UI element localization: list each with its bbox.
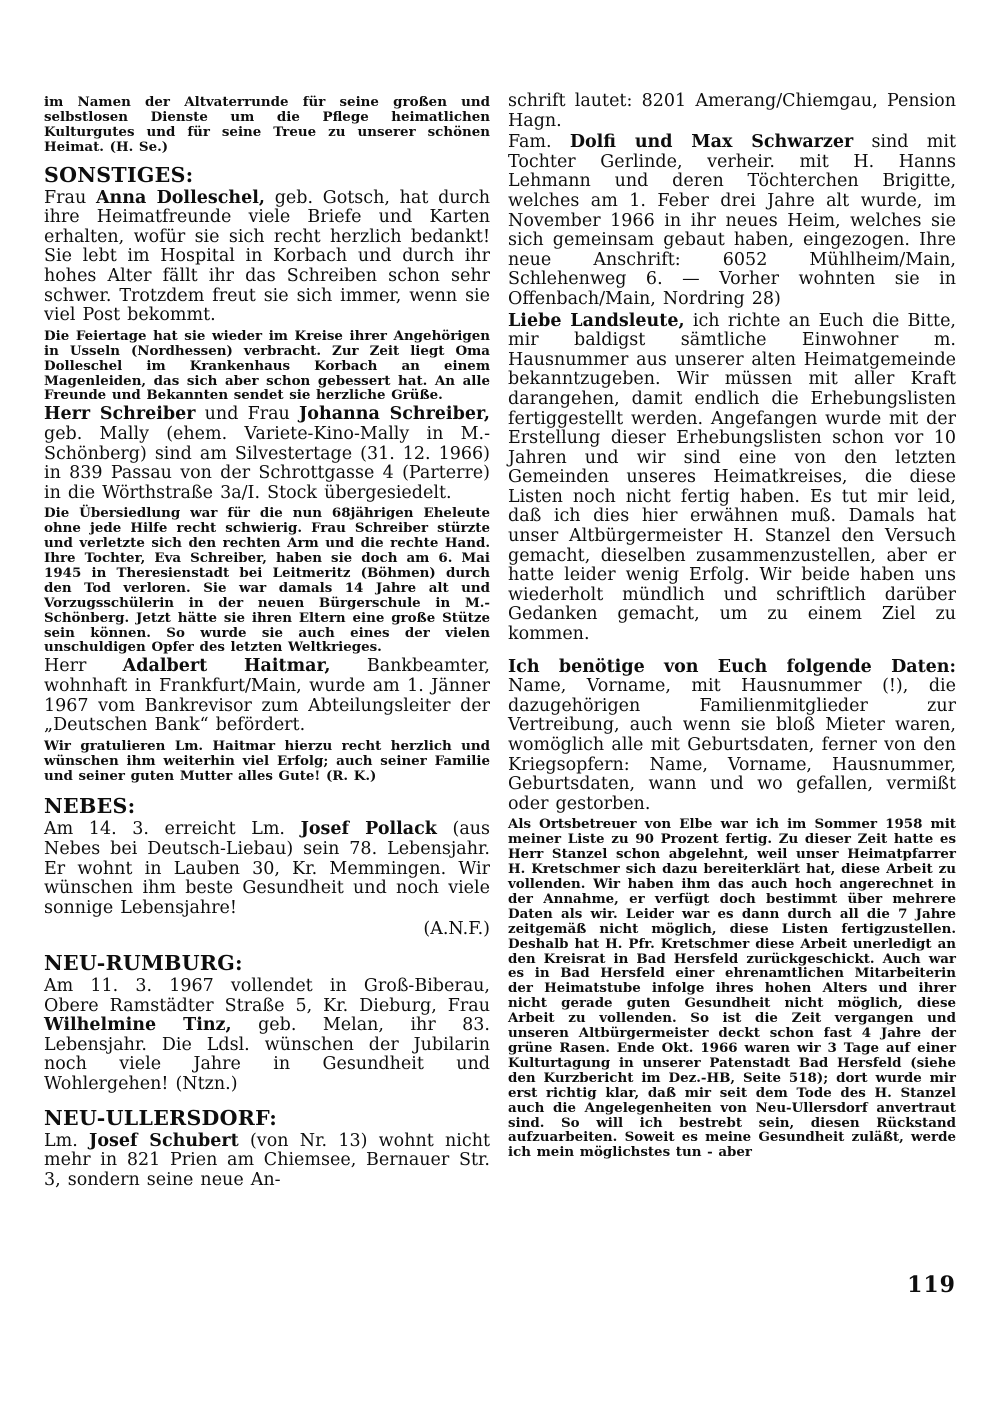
para-text: Herr [44, 656, 123, 677]
person-name: Herr Schreiber [44, 404, 196, 425]
person-name: Josef Schubert [89, 1130, 239, 1151]
para-daten-body [508, 677, 956, 814]
para-dolleschel-note [44, 329, 490, 404]
para-text: Name, Vorname, mit Hausnummer (!), die dazugehörigen Familienmitglieder zur Vertreibung, auch wenn sie bloß Mieter waren, womöglich alle mit Geburtsdaten, ferner von den Kriegsopfern: Name, Vorname, Hausnummer, Geburtsdaten, wann und wo gefallen, vermißt oder gestorben. [508, 676, 956, 814]
para-tinz [44, 977, 490, 1095]
para-text: Wir gratulieren Lm. Haitmar hierzu recht herzlich und wünschen ihm weiterhin viel Erfolg; auch seiner Familie und seiner guten Mutter alles Gute! (R. K.) [44, 737, 490, 784]
para-schreiber-note [44, 506, 490, 655]
para-text: Am 14. 3. erreicht Lm. [44, 819, 301, 840]
para-pollack [44, 820, 490, 918]
para-schubert [44, 1132, 490, 1191]
para-text: ich richte an Euch die Bitte, mir baldigst sämtliche Einwohner m. Hausnummer aus unserer alten Heimatgemeinde bekanntzugeben. Wir müssen mit aller Kraft darangehen, damit endlich die Erhebungslisten fertiggestellt werden. Angefangen wurde mit der Erstellung dieser Erhebungslisten schon vor 10 Jahren und wir sind eine von den letzten Gemeinden unseres Heimatkreises, die diese Listen noch nicht fertig haben. Es tut mir leid, daß ich dies hier erwähnen muß. Damals hat unser Altbürgermeister H. Stanzel den Versuch gemacht, dieselben zusammenzustellen, aber er hatte leider wenig Erfolg. Wir beide haben uns wiederholt mündlich und schriftlich darüber Gedanken gemacht, um zu einem Ziel zu kommen. [508, 310, 956, 645]
para-altvaterrunde-continuation [44, 95, 490, 155]
para-schreiber [44, 405, 490, 503]
para-text: sind mit Tochter Gerlinde, verheir. mit H. Hanns Lehmann und deren Töchterchen Brigitte, welches am 1. Feber drei Jahre alt wurde, im November 1966 in ihr neues Heim, welches sie sich gemeinsam gebaut haben, eingezogen. Ihre neue Anschrift: 6052 Mühlheim/Main, Schlehenweg 6. — Vorher wohnten sie in Offenbach/Main, Nordring 28) [508, 132, 956, 309]
lead-ich-benoetige: Ich benötige von Euch folgende Daten: [508, 656, 956, 677]
person-name: Dolfi und Max Schwarzer [569, 132, 854, 153]
para-text: (aus Nebes bei Deutsch-Liebau) sein 78. Lebensjahr. Er wohnt in Lauben 30, Kr. Memmingen. Wir wünschen ihm beste Gesundheit und noch viele sonnige Lebensjahre! [44, 819, 491, 918]
heading-neu-ullersdorf: NEU-ULLERSDORF: [44, 1105, 278, 1130]
para-text: geb. Melan, ihr 83. Lebensjahr. Die Ldsl. wünschen der Jubilarin noch viele Jahre in Gesundheit und Wohlergehen! (Ntzn.) [44, 1015, 490, 1094]
para-text: und Frau [195, 404, 300, 425]
para-text: Die Feiertage hat sie wieder im Kreise ihrer Angehörigen in Usseln (Nordhessen) verbracht. Zur Zeit liegt Oma Dolleschel im Krankenhaus Korbach an einem Magenleiden, das sich aber schon gebessert hat. An alle Freunde und Bekannten sendet sie herzliche Grüße. [44, 327, 490, 404]
para-text: schrift lautet: 8201 Amerang/Chiemgau, Pension Hagn. [508, 91, 956, 131]
para-text: Die Übersiedlung war für die nun 68jährigen Eheleute ohne jede Hilfe recht schwierig. Frau Schreiber stürzte und verletzte sich den rechten Arm und die rechte Hand. Ihre Tochter, Eva Schreiber, haben sie doch am 6. Mai 1945 in Theresienstadt bei Leitmeritz (Böhmen) durch den Tod verloren. Sie war damals 14 Jahre alt und Vorzugsschülerin in der neuen Bürgerschule in M.-Schönberg. Jetzt hätte sie ihren Eltern eine große Stütze sein können. So wurde sie auch eines der vielen unschuldigen Opfer des letzten Weltkrieges. [44, 505, 490, 656]
para-haitmar [44, 657, 490, 735]
person-name: Anna Dolleschel, [95, 187, 265, 208]
para-text: Frau [44, 187, 96, 208]
para-text: Fam. [508, 132, 570, 153]
para-liebe-landsleute [508, 312, 956, 645]
lead-in: Liebe Landsleute, [508, 310, 685, 331]
para-schubert-continuation [508, 92, 956, 131]
para-ortsbetreuer-note [508, 817, 956, 1160]
para-text: Am 11. 3. 1967 vollendet in Groß-Biberau, Obere Ramstädter Straße 5, Kr. Dieburg, Frau [44, 976, 490, 1016]
para-text: Als Ortsbetreuer von Elbe war ich im Sommer 1958 mit meiner Liste zu 90 Prozent fertig. Zu dieser Zeit hatte es Herr Stanzel schon abgelehnt, weil unser Heimatpfarrer H. Kretschmer sich dazu bereiterklärt hat, diese Arbeit zu vollenden. Wir haben ihm das auch hoch angerechnet in der Annahme, er verfügt doch bestimmt über mehrere Daten als wir. Leider war es dann durch all die 7 Jahre zeitgemäß nicht möglich, diese Listen fertigzustellen. Deshalb hat H. Pfr. Kretschmer diese Arbeit unerledigt an den Kreisrat in Bad Hersfeld zurückgeschickt. Auch war es in Bad Hersfeld einer ehrenamtlichen Mitarbeiterin der Heimatstube infolge ihres hohen Alters und ihrer nicht gerade guten Gesundheit nicht möglich, diese Arbeit zu vollenden. So ist die Zeit vergangen und unseren Altbürgermeister deckt schon fast 4 Jahre der grüne Rasen. Ende Okt. 1966 waren wir 3 Tage auf einer Kulturtagung in unserer Patenstadt Bad Hersfeld (siehe den Kurzbericht im Dez.-HB, Seite 518); dort wurde mir erst richtig klar, daß mir seit dem Tode des H. Stanzel auch die Angelegenheiten von Neu-Ullersdorf anvertraut sind. So will ich bestrebt sein, diesen Rückstand aufzuarbeiten. Soweit es meine Gesundheit zuläßt, werde ich mein möglichstes tun - aber [508, 816, 956, 1161]
left-column [44, 92, 490, 1192]
person-name: Johanna Schreiber, [299, 404, 490, 425]
para-dolleschel [44, 189, 490, 326]
para-text: geb. Mally (ehem. Variete-Kino-Mally in M.-Schönberg) sind am Silvestertage (31. 12. 1966) in 839 Passau von der Schrottgasse 4 (Parterre) in die Wörthstraße 3a/I. Stock übergesiedelt. [44, 423, 490, 503]
para-text: Lm. [44, 1130, 90, 1151]
heading-sonstiges: SONSTIGES: [44, 162, 194, 187]
person-name: Wilhelmine Tinz, [44, 1015, 232, 1036]
person-name: Josef Pollack [300, 819, 437, 840]
right-column [508, 92, 956, 1162]
para-schwarzer [508, 133, 956, 309]
heading-neu-rumburg: NEU-RUMBURG: [44, 951, 243, 975]
para-text: geb. Gotsch, hat durch ihre Heimatfreunde viele Briefe und Karten erhalten, wofür sie sich recht herzlich bedankt! Sie lebt im Hospital in Korbach und durch ihr hohes Alter fällt ihr das Schreiben schon sehr schwer. Trotzdem freut sie sich immer, wenn sie viel Post bekommt. [44, 187, 491, 326]
person-name: Adalbert Haitmar, [122, 656, 331, 677]
para-text: im Namen der Altvaterrunde für seine großen und selbstlosen Dienste um die Pflege heimatlichen Kulturgutes und für seine Treue zu unserer schönen Heimat. (H. Se.) [44, 94, 490, 155]
heading-nebes: NEBES: [44, 794, 136, 819]
para-text: Bankbeamter, wohnhaft in Frankfurt/Main, wurde am 1. Jänner 1967 vom Bankrevisor zum Abteilungsleiter der „Deutschen Bank“ befördert. [44, 656, 490, 736]
signature-anf: (A.N.F.) [423, 919, 490, 940]
page-number: 119 [907, 1272, 956, 1298]
para-text: (von Nr. 13) wohnt nicht mehr in 821 Prien am Chiemsee, Bernauer Str. 3, sondern seine neue An- [44, 1130, 490, 1190]
para-haitmar-note [44, 739, 490, 784]
